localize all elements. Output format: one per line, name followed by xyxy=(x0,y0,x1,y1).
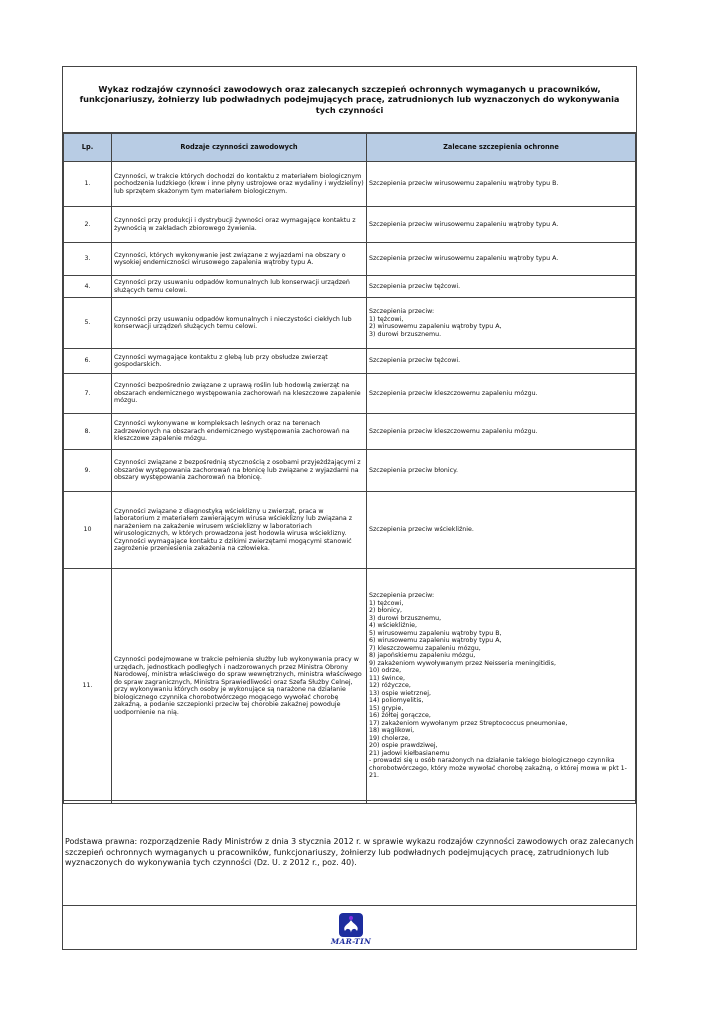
row-number: 4. xyxy=(64,276,112,298)
row-vaccination: Szczepienia przeciw wirusowemu zapaleniu wątroby typu A. xyxy=(367,243,636,276)
row-vaccination: Szczepienia przeciw wirusowemu zapaleniu wątroby typu B. xyxy=(367,162,636,207)
header-activities: Rodzaje czynności zawodowych xyxy=(112,134,367,162)
row-activity: Czynności wymagające kontaktu z glebą lub przy obsłudze zwierząt gospodarskich. xyxy=(112,349,367,374)
row-vaccination: Szczepienia przeciw: 1) tężcowi, 2) wirusowemu zapaleniu wątroby typu A, 3) durowi brzusznemu. xyxy=(367,298,636,349)
table-row xyxy=(64,414,636,450)
row-number: 5. xyxy=(64,298,112,349)
table-row xyxy=(64,207,636,243)
row-vaccination: Szczepienia przeciw wściekliźnie. xyxy=(367,492,636,569)
row-activity: Czynności, których wykonywanie jest związane z wyjazdami na obszary o wysokiej endemiczności wirusowego zapalenia wątroby typu A. xyxy=(112,243,367,276)
document-frame xyxy=(62,66,637,950)
row-vaccination: Szczepienia przeciw kleszczowemu zapaleniu mózgu. xyxy=(367,374,636,414)
row-number: 8. xyxy=(64,414,112,450)
row-vaccination: Szczepienia przeciw tężcowi. xyxy=(367,276,636,298)
header-vaccinations: Zalecane szczepienia ochronne xyxy=(367,134,636,162)
row-vaccination: Szczepienia przeciw kleszczowemu zapaleniu mózgu. xyxy=(367,414,636,450)
row-vaccination: Szczepienia przeciw tężcowi. xyxy=(367,349,636,374)
row-number: 9. xyxy=(64,450,112,492)
row-activity: Czynności podejmowane w trakcie pełnienia służby lub wykonywania pracy w urzędach, jednostkach podległych i nadzorowanych przez Ministra Obrony Narodowej, ministra właściwego do spraw wewnętrznych, ministra właściwego do spraw zagranicznych, Ministra Sprawiedliwości oraz Szefa Służby Celnej, przy wykonywaniu których osoby je wykonujące są narażone na działanie biologicznego czynnika chorobotwórczego mogącego wywołać chorobę zakaźną, a podanie szczepionki przeciw tej chorobie zakaźnej powoduje uodpornienie na nią. xyxy=(112,569,367,804)
row-activity: Czynności przy usuwaniu odpadów komunalnych i nieczystości ciekłych lub konserwacji urządzeń służących temu celowi. xyxy=(112,298,367,349)
table-header-row xyxy=(64,134,636,162)
table-row xyxy=(64,243,636,276)
table-row xyxy=(64,349,636,374)
row-number: 1. xyxy=(64,162,112,207)
logo-text: MAR-TIN xyxy=(330,937,372,946)
table-row xyxy=(64,162,636,207)
row-vaccination: Szczepienia przeciw wirusowemu zapaleniu wątroby typu A. xyxy=(367,207,636,243)
row-activity: Czynności związane z bezpośrednią stycznością z osobami przyjeżdżającymi z obszarów występowania zachorowań na błonicę lub związane z wyjazdami na obszary występowania zachorowań na błonicę. xyxy=(112,450,367,492)
table-row xyxy=(64,450,636,492)
table-row xyxy=(64,374,636,414)
row-activity: Czynności przy produkcji i dystrybucji żywności oraz wymagające kontaktu z żywnością w zakładach zbiorowego żywienia. xyxy=(112,207,367,243)
vaccination-table xyxy=(63,133,636,804)
row-activity: Czynności bezpośrednio związane z uprawą roślin lub hodowlą zwierząt na obszarach endemicznego występowania zachorowań na kleszczowe zapalenie mózgu. xyxy=(112,374,367,414)
table-row xyxy=(64,276,636,298)
legal-basis xyxy=(63,800,636,905)
logo-emblem-icon xyxy=(325,913,377,939)
row-number: 2. xyxy=(64,207,112,243)
row-activity: Czynności związane z diagnostyką wścieklizny u zwierząt, praca w laboratorium z materiałem zawierającym wirusa wścieklizny lub związana z narażeniem na zakażenie wirusem wścieklizny w laboratoriach wirusologicznych, w których prowadzona jest hodowla wirusa wścieklizny. Czynności wymagające kontaktu z dzikimi zwierzętami mogącymi stanowić zagrożenie przeniesienia zakażenia na człowieka. xyxy=(112,492,367,569)
row-number: 7. xyxy=(64,374,112,414)
row-vaccination: Szczepienia przeciw błonicy. xyxy=(367,450,636,492)
row-number: 3. xyxy=(64,243,112,276)
row-activity: Czynności przy usuwaniu odpadów komunalnych lub konserwacji urządzeń służących temu celowi. xyxy=(112,276,367,298)
row-number: 11. xyxy=(64,569,112,804)
company-logo xyxy=(325,913,377,947)
row-activity: Czynności wykonywane w kompleksach leśnych oraz na terenach zadrzewionych na obszarach endemicznego występowania zachorowań na kleszczowe zapalenie mózgu. xyxy=(112,414,367,450)
legal-basis-text: Podstawa prawna: rozporządzenie Rady Ministrów z dnia 3 stycznia 2012 r. w sprawie wykazu rodzajów czynności zawodowych oraz zalecanych szczepień ochronnych wymaganych u pracowników, funkcjonariuszy, żołnierzy lub podwładnych podejmujących pracę, zatrudnionych lub wyznaczonych do wykonywania tych czynności (Dz. U. z 2012 r., poz. 40). xyxy=(65,836,634,868)
row-activity: Czynności, w trakcie których dochodzi do kontaktu z materiałem biologicznym pochodzenia ludzkiego (krew i inne płyny ustrojowe oraz wydaliny i wydzieliny) lub sprzętem skażonym tym materiałem biologicznym. xyxy=(112,162,367,207)
row-vaccination: Szczepienia przeciw: 1) tężcowi, 2) błonicy, 3) durowi brzusznemu, 4) wściekliźnie, 5) wirusowemu zapaleniu wątroby typu B, 6) wirusowemu zapaleniu wątroby typu A, 7) kleszczowemu zapaleniu mózgu, 8) japońskiemu zapaleniu mózgu, 9) zakażeniom wywoływanym przez Neisseria meningitidis, 10) odrze, 11) śwince, 12) różyczce, 13) ospie wietrznej, 14) poliomyelitis, 15) grypie, 16) żółtej gorączce, 17) zakażeniom wywołanym przez Streptococcus pneumoniae, 18) wąglikowi, 19) cholerze, 20) ospie prawdziwej, 21) jadowi kiełbasianemu - prowadzi się u osób narażonych na działanie takiego biologicznego czynnika chorobotwórczego, który może wywołać chorobę zakaźną, o której mowa w pkt 1-21. xyxy=(367,569,636,804)
footer-logo-area xyxy=(63,905,636,949)
row-number: 6. xyxy=(64,349,112,374)
document-title: Wykaz rodzajów czynności zawodowych oraz zalecanych szczepień ochronnych wymaganych u pracowników, funkcjonariuszy, żołnierzy lub podwładnych podejmujących pracę, zatrudnionych lub wyznaczonych do wykonywania tych czynności xyxy=(63,67,636,133)
table-row xyxy=(64,569,636,804)
table-row xyxy=(64,298,636,349)
table-row xyxy=(64,492,636,569)
row-number: 10 xyxy=(64,492,112,569)
header-lp: Lp. xyxy=(64,134,112,162)
